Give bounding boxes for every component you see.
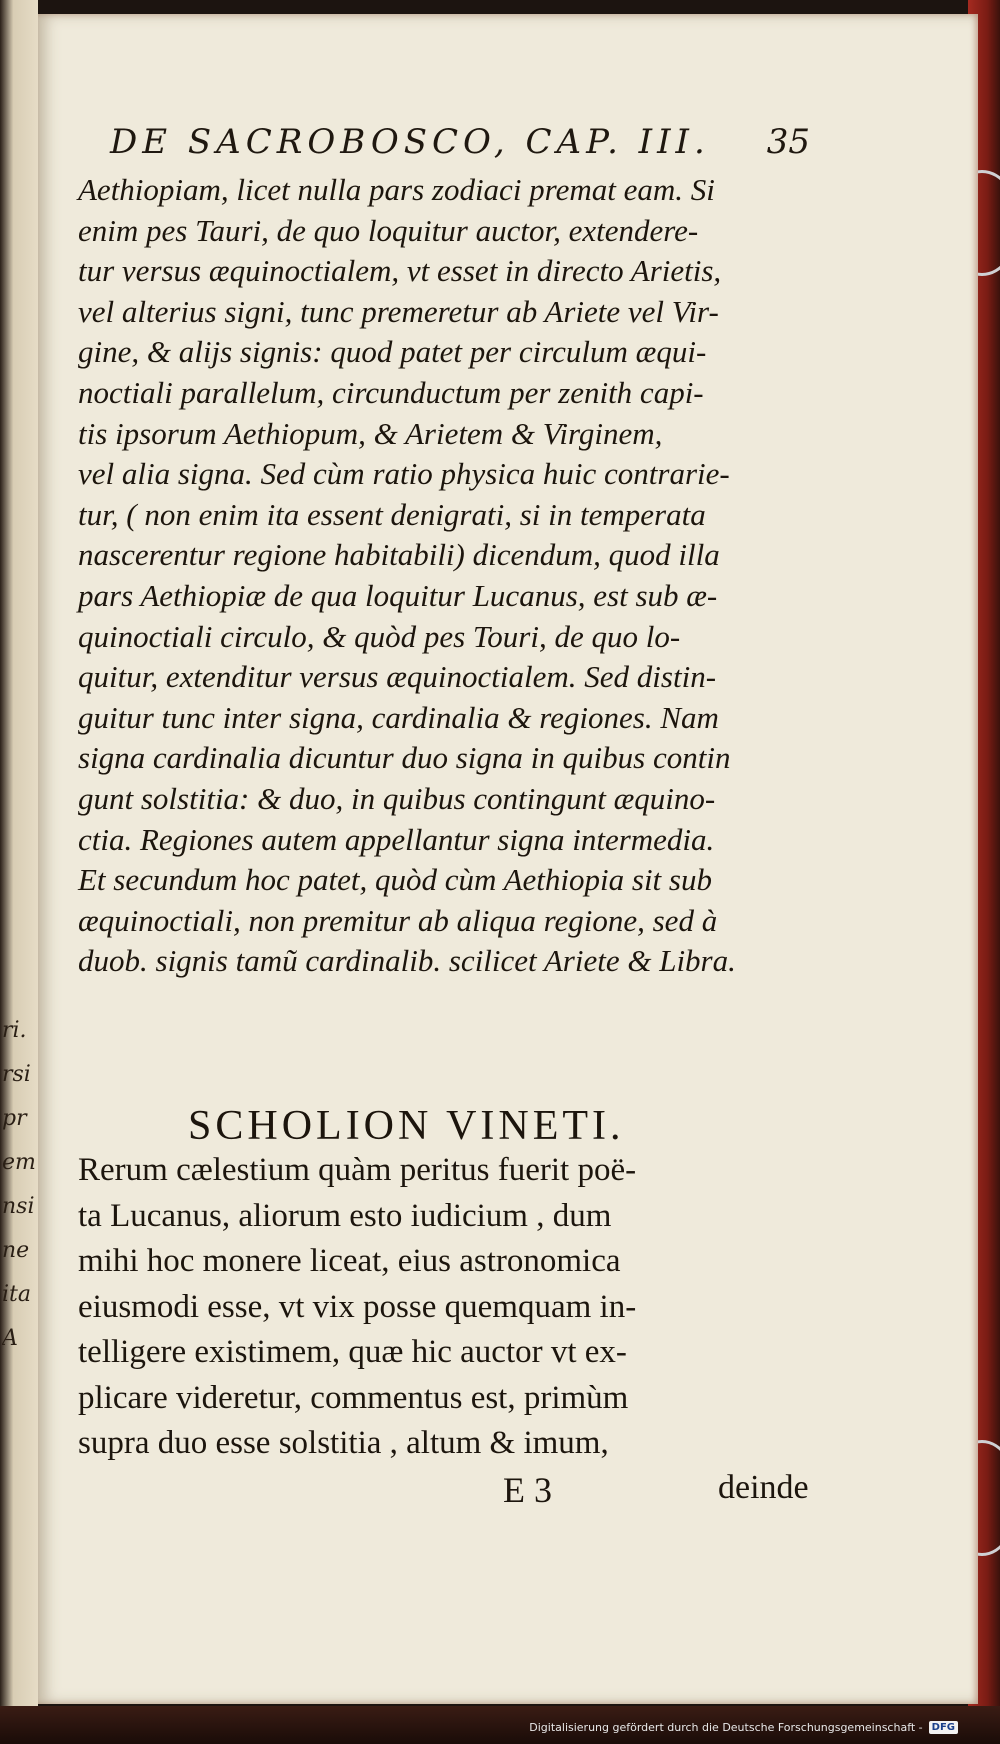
adjacent-page-edge (0, 0, 38, 1744)
text-line: Aethiopiam, licet nulla pars zodiaci premat eam. Si (78, 172, 715, 207)
margin-fragment: ri. (2, 1020, 27, 1042)
catchword: deinde (718, 1469, 809, 1506)
margin-fragment: A (2, 1328, 18, 1350)
credit-text: Digitalisierung gefördert durch die Deutsche Forschungsgemeinschaft - (529, 1721, 923, 1734)
signature-mark: E 3 (503, 1470, 552, 1510)
text-line: supra duo esse solstitia , altum & imum, (78, 1425, 609, 1461)
text-line: telligere existimem, quæ hic auctor vt ex- (78, 1334, 627, 1370)
text-line: pars Aethiopiæ de qua loquitur Lucanus, est sub æ- (78, 577, 718, 613)
text-line: Rerum cælestium quàm peritus fuerit poë- (78, 1152, 637, 1188)
text-line: gine, & alijs signis: quod patet per circulum æqui- (78, 334, 707, 370)
running-head: DE SACROBOSCO, CAP. III. (110, 122, 710, 162)
digitization-credit (529, 1721, 958, 1734)
section-heading: SCHOLION VINETI. (188, 1103, 625, 1149)
dfg-logo-icon: DFG (929, 1721, 958, 1734)
text-line: gunt solstitia: & duo, in quibus contingunt æquino- (78, 780, 716, 816)
page-header (110, 122, 810, 162)
text-line: eiusmodi esse, vt vix posse quemquam in- (78, 1288, 637, 1325)
text-line: guitur tunc inter signa, cardinalia & regiones. Nam (78, 699, 719, 735)
text-line: vel alia signa. Sed cùm ratio physica huic contrarie- (78, 456, 730, 492)
main-text-block (78, 174, 818, 986)
page-number: 35 (766, 122, 810, 162)
margin-fragment: pr (2, 1108, 27, 1130)
text-line: ta Lucanus, aliorum esto iudicium , dum (78, 1197, 612, 1234)
text-line: signa cardinalia dicuntur duo signa in quibus contin (78, 740, 731, 776)
text-line: quinoctiali circulo, & quòd pes Touri, de quo lo- (78, 618, 681, 654)
margin-fragment: rsi (2, 1064, 31, 1086)
margin-fragment: nsi (2, 1196, 35, 1218)
margin-fragment: ita (2, 1284, 31, 1306)
text-line: noctiali parallelum, circunductum per zenith capi- (78, 374, 704, 410)
text-line: vel alterius signi, tunc premeretur ab Ariete vel Vir- (78, 293, 719, 329)
text-line: tur versus æquinoctialem, vt esset in directo Arietis, (78, 253, 722, 289)
margin-fragment: em (2, 1152, 36, 1174)
book-page (38, 14, 978, 1704)
text-line: tis ipsorum Aethiopum, & Arietem & Virginem, (78, 415, 663, 451)
text-line: quitur, extenditur versus æquinoctialem. Sed distin- (78, 659, 717, 695)
margin-fragment: ne (2, 1240, 30, 1262)
text-line: mihi hoc monere liceat, eius astronomica (78, 1243, 621, 1279)
text-line: æquinoctiali, non premitur ab aliqua regione, sed à (78, 902, 718, 938)
text-line: tur, ( non enim ita essent denigrati, si in temperata (78, 496, 706, 532)
text-line: ctia. Regiones autem appellantur signa intermedia. (78, 821, 715, 857)
text-line: duob. signis tamũ cardinalib. scilicet Ariete & Libra. (78, 943, 736, 979)
text-line: plicare videretur, commentus est, primùm (78, 1379, 629, 1416)
text-line: Et secundum hoc patet, quòd cùm Aethiopia sit sub (78, 862, 712, 898)
text-line: nascerentur regione habitabili) dicendum, quod illa (78, 537, 720, 573)
scholion-text-block (78, 1154, 838, 1473)
text-line: enim pes Tauri, de quo loquitur auctor, extendere- (78, 212, 699, 248)
